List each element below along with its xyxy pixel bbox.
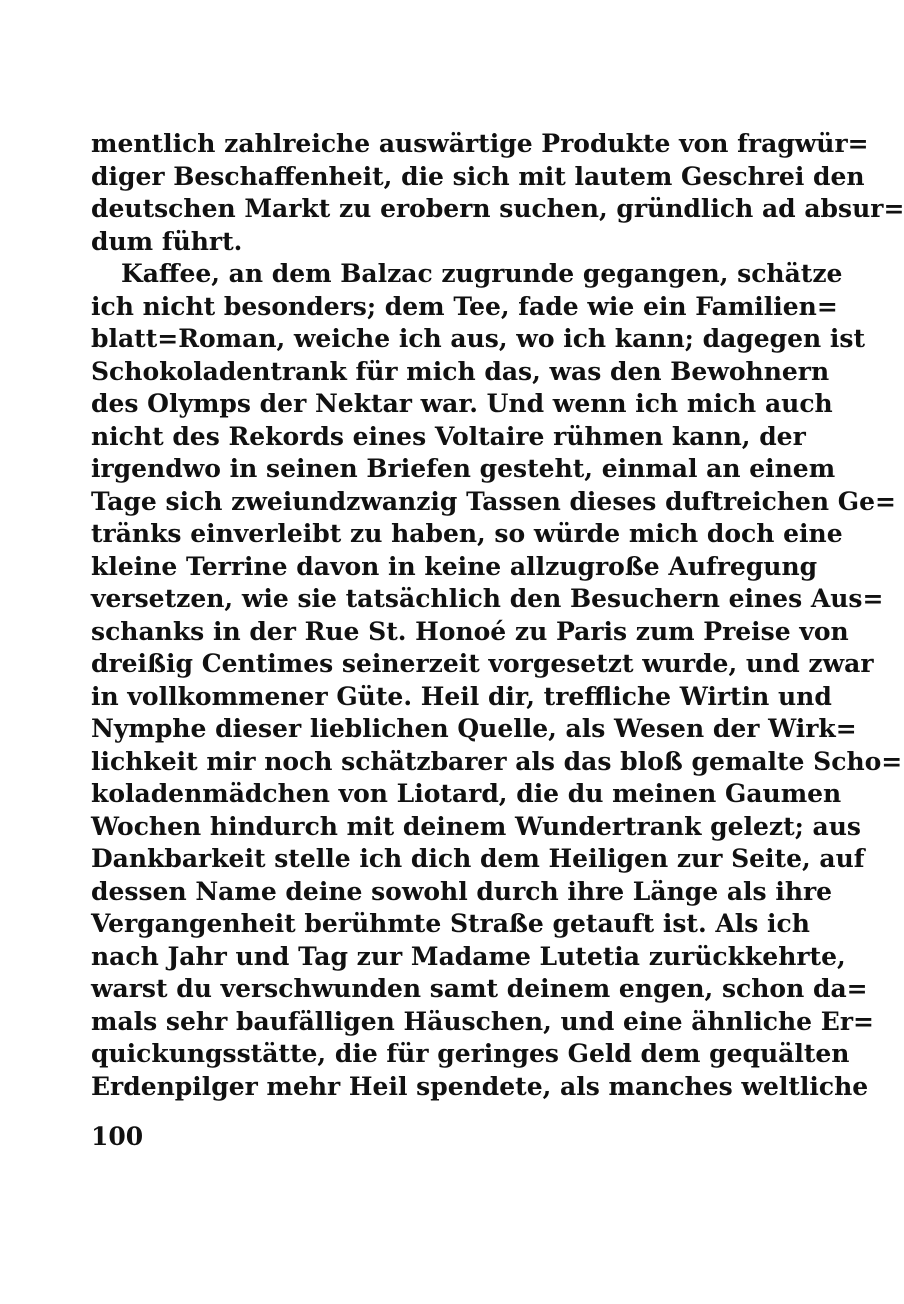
text-line: kleine Terrine davon in keine allzugroße Aufregung	[91, 551, 818, 581]
text-line: Wochen hindurch mit deinem Wundertrank gelezt; aus	[91, 811, 862, 841]
text-line: mentlich zahlreiche auswärtige Produkte von fragwür=	[91, 129, 869, 158]
text-line: Tage sich zweiundzwanzig Tassen dieses duftreichen Ge=	[91, 486, 897, 516]
text-line: blatt=Roman, weiche ich aus, wo ich kann; dagegen ist	[91, 324, 866, 353]
text-line: versetzen, wie sie tatsächlich den Besuchern eines Aus=	[91, 584, 884, 613]
text-line: ich nicht besonders; dem Tee, fade wie ein Familien=	[91, 291, 838, 321]
page-number: 100	[91, 1122, 144, 1151]
text-line: des Olymps der Nektar war. Und wenn ich mich auch	[91, 389, 833, 418]
text-line: dessen Name deine sowohl durch ihre Länge als ihre	[91, 876, 833, 906]
text-line: Kaffee, an dem Balzac zugrunde gegangen, schätze	[121, 259, 843, 288]
text-line: mals sehr baufälligen Häuschen, und eine ähnliche Er=	[91, 1006, 874, 1036]
text-line: nicht des Rekords eines Voltaire rühmen kann, der	[91, 421, 806, 451]
text-line: Dankbarkeit stelle ich dich dem Heiligen zur Seite, auf	[91, 844, 865, 873]
text-line: Erdenpilger mehr Heil spendete, als manches weltliche	[91, 1071, 869, 1101]
text-line: Nymphe dieser lieblichen Quelle, als Wesen der Wirk=	[91, 714, 857, 743]
text-line: Vergangenheit berühmte Straße getauft ist. Als ich	[91, 909, 810, 938]
text-line: nach Jahr und Tag zur Madame Lutetia zurückkehrte,	[91, 941, 846, 971]
text-line: lichkeit mir noch schätzbarer als das bloß gemalte Scho=	[91, 746, 903, 776]
text-line: schanks in der Rue St. Honoé zu Paris zum Preise von	[91, 616, 849, 646]
text-line: deutschen Markt zu erobern suchen, gründlich ad absur=	[91, 194, 904, 223]
text-line: dum führt.	[91, 226, 243, 256]
text-line: tränks einverleibt zu haben, so würde mich doch eine	[91, 519, 843, 548]
text-line: dreißig Centimes seinerzeit vorgesetzt wurde, und zwar	[91, 649, 874, 678]
text-line: irgendwo in seinen Briefen gesteht, einmal an einem	[91, 454, 836, 483]
text-line: koladenmädchen von Liotard, die du meinen Gaumen	[91, 779, 842, 808]
text-line: warst du verschwunden samt deinem engen, schon da=	[91, 974, 868, 1003]
body-text	[91, 128, 904, 1103]
text-line: quickungsstätte, die für geringes Geld dem gequälten	[91, 1039, 850, 1068]
text-line: diger Beschaffenheit, die sich mit lautem Geschrei den	[91, 161, 865, 191]
text-line: in vollkommener Güte. Heil dir, treffliche Wirtin und	[91, 681, 832, 711]
text-line: Schokoladentrank für mich das, was den Bewohnern	[91, 356, 830, 386]
